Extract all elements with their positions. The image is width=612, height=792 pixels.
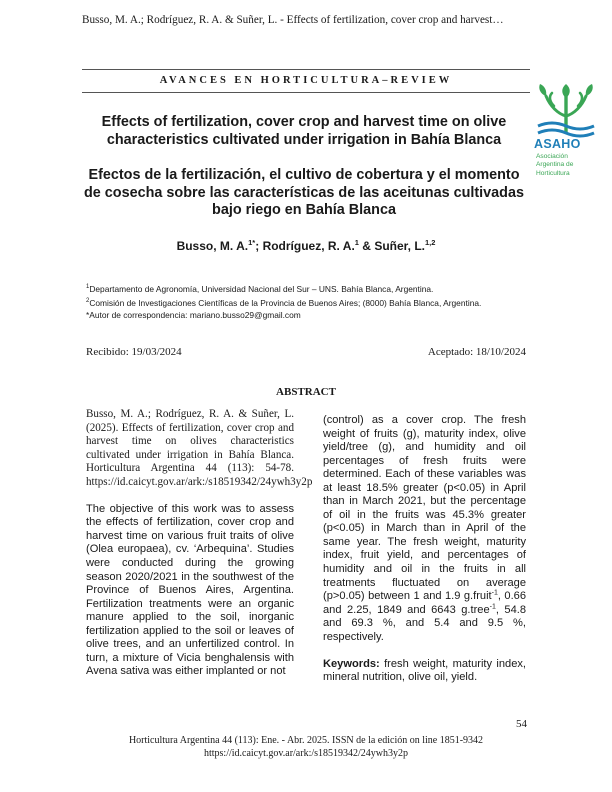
abstract-heading: ABSTRACT <box>276 386 336 398</box>
author-name: Busso, M. A. <box>176 239 249 253</box>
abstract-paragraph-continued <box>323 414 526 644</box>
section-rule-bottom <box>82 92 530 93</box>
keywords-label: Keywords: <box>323 657 380 670</box>
journal-footer <box>82 734 530 760</box>
logo-subtitle-line: Asociación <box>536 153 568 160</box>
author-name: Rodríguez, R. A. <box>262 239 355 253</box>
logo-subtitle <box>536 153 573 178</box>
author-name: Suñer, L. <box>374 239 425 253</box>
abstract-text: , 54.8 and 69.3 %, and 5.4 and 9.5 %, respectively. <box>323 603 526 643</box>
author-affiliation-mark: 1 <box>354 238 359 247</box>
unit-exponent: -1 <box>489 602 496 610</box>
author-list <box>82 238 530 253</box>
title-english: Effects of fertilization, cover crop and harvest time on olive characteristics cultivated under irrigation in Bahía Blanca <box>101 114 507 148</box>
logo-name: ASAHO <box>534 137 581 151</box>
unit-exponent: -1 <box>491 589 498 597</box>
abstract-paragraph: The objective of this work was to assess the effects of fertilization, cover crop and harvest time on various fruit traits of olive (Olea europaea), cv. ‘Arbequina’. Studies were conducted during the growing season 2020/2021 in the southwest of the Province of Buenos Aires, Argentina. Fertilization treatments were an organic manure applied to the soil, inorganic fertilization applied to the soil or leaves of olive trees, and an unfertilized control. In turn, a mixture of Vicia benghalensis with Avena sativa was either implanted or not <box>86 502 294 678</box>
running-header: Busso, M. A.; Rodríguez, R. A. & Suñer, L. - Effects of fertilization, cover crop and harvest… <box>82 14 504 26</box>
author-affiliation-mark: 1,2 <box>425 238 436 247</box>
received-date: Recibido: 19/03/2024 <box>86 346 182 358</box>
abstract-text: (control) as a cover crop. The fresh weight of fruits (g), maturity index, olive yield/tree (g), and humidity and oil percentages of fresh fruits were determined. Each of these variables was at least 18.5% greater (p<0.05) in April than in March 2021, but the percentage of oil in the fruits was 45.3% greater (p<0.05) in March than in April of the same year. The fresh weight, maturity index, fruit yield, and percentages of humidity and oil in the fruits in all treatments fluctuated on average (p>0.05) between 1 and 1.9 g.fruit <box>323 414 526 603</box>
footer-journal-info: Horticultura Argentina 44 (113): Ene. - Abr. 2025. ISSN de la edición on line 1851-9342 <box>128 735 484 746</box>
abstract-left-column <box>86 408 313 679</box>
correspondence-line: *Autor de correspondencia: mariano.busso29@gmail.com <box>86 310 301 320</box>
author-separator: & <box>358 239 375 253</box>
keywords <box>323 658 526 685</box>
page-number: 54 <box>516 718 527 730</box>
keywords-list: fresh weight, maturity index, mineral nutrition, olive oil, yield. <box>323 657 526 684</box>
affiliation-mark: 2 <box>86 298 90 304</box>
affiliations <box>86 281 481 321</box>
footer-link: https://id.caicyt.gov.ar/ark:/s18519342/24ywh3y2p <box>203 748 409 759</box>
abstract-right-column <box>323 414 526 685</box>
citation: Busso, M. A.; Rodríguez, R. A. & Suñer, L. (2025). Effects of fertilization, cover crop and harvest time on olives characteristics cultivated under irrigation in Bahía Blanca. Horticultura Argentina 44 (113): 54-78. https://id.caicyt.gov.ar/ark:/s18519342/24ywh3y2p <box>86 408 313 488</box>
affiliation-text: Comisión de Investigaciones Científicas de la Provincia de Buenos Aires; (8000) Bahía Blanca, Argentina. <box>89 297 482 308</box>
title-spanish: Efectos de la fertilización, el cultivo de cobertura y el momento de cosecha sobre las características de las aceitunas cultivadas bajo riego en Bahía Blanca <box>84 167 524 218</box>
author-affiliation-mark: 1* <box>248 238 256 247</box>
affiliation-line <box>86 281 481 295</box>
section-label: AVANCES EN HORTICULTURA–REVIEW <box>159 75 453 86</box>
author-separator: ; <box>255 239 263 253</box>
logo-subtitle-line: Argentina de <box>536 161 574 169</box>
affiliation-mark: 1 <box>86 284 90 290</box>
affiliation-line <box>86 295 481 309</box>
accepted-date: Aceptado: 18/10/2024 <box>427 346 526 358</box>
abstract-text: , 0.66 and 2.25, 1849 and 6643 g.tree <box>323 590 526 616</box>
affiliation-text: Departamento de Agronomía, Universidad Nacional del Sur – UNS. Bahía Blanca, Argentina. <box>89 283 434 294</box>
section-rule-top <box>82 69 530 70</box>
logo-subtitle-line: Horticultura <box>536 169 570 177</box>
